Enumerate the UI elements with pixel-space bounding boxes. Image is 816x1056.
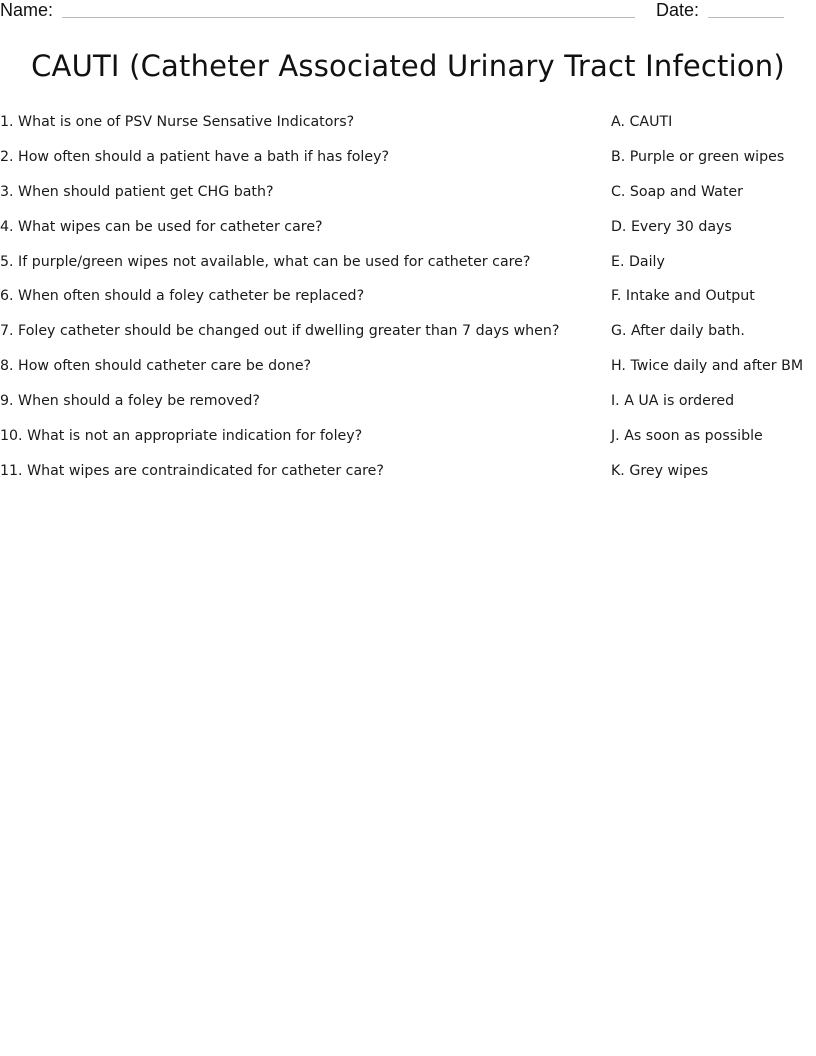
- question-item: 4. What wipes can be used for catheter care?: [0, 218, 323, 235]
- answer-item: C. Soap and Water: [611, 183, 743, 200]
- answer-item: D. Every 30 days: [611, 218, 732, 235]
- question-item: 1. What is one of PSV Nurse Sensative Indicators?: [0, 114, 355, 130]
- question-item: 10. What is not an appropriate indication for foley?: [0, 428, 363, 445]
- worksheet-title: CAUTI (Catheter Associated Urinary Tract Infection): [31, 49, 785, 83]
- date-blank-line: [708, 17, 784, 18]
- question-list: [0, 112, 600, 496]
- question-item: 9. When should a foley be removed?: [0, 393, 260, 410]
- answer-item: B. Purple or green wipes: [611, 148, 785, 165]
- worksheet-header: [0, 0, 816, 24]
- answer-item: G. After daily bath.: [611, 323, 745, 340]
- answer-item: H. Twice daily and after BM: [611, 358, 804, 375]
- name-label: Name:: [0, 0, 54, 20]
- name-blank-line: [62, 17, 635, 18]
- question-item: 3. When should patient get CHG bath?: [0, 183, 274, 200]
- answer-item: E. Daily: [611, 253, 665, 270]
- question-item: 5. If purple/green wipes not available, what can be used for catheter care?: [0, 253, 531, 270]
- question-item: 2. How often should a patient have a bath if has foley?: [0, 148, 390, 165]
- question-item: 7. Foley catheter should be changed out if dwelling greater than 7 days when?: [0, 323, 560, 340]
- answer-list: [611, 112, 816, 496]
- answer-item: F. Intake and Output: [611, 288, 755, 305]
- question-item: 8. How often should catheter care be done?: [0, 358, 312, 375]
- answer-item: I. A UA is ordered: [611, 393, 735, 410]
- answer-item: K. Grey wipes: [611, 462, 709, 479]
- date-label: Date:: [656, 0, 700, 20]
- question-item: 11. What wipes are contraindicated for catheter care?: [0, 462, 384, 479]
- answer-item: A. CAUTI: [611, 114, 673, 130]
- question-item: 6. When often should a foley catheter be replaced?: [0, 288, 365, 305]
- answer-item: J. As soon as possible: [611, 428, 763, 445]
